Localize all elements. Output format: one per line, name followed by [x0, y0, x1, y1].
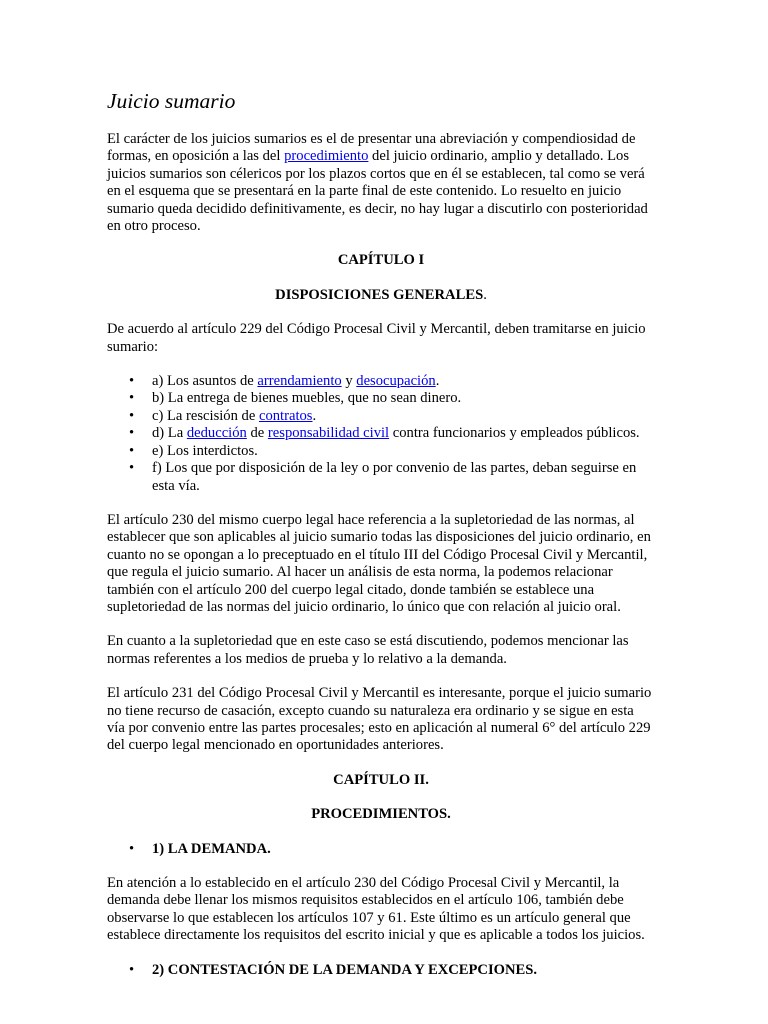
article-230-paragraph: El artículo 230 del mismo cuerpo legal hace referencia a la supletoriedad de las normas, al establecer que son aplicables al juicio sumario todas las disposiciones del juicio ordinario, en cuanto no se opongan a lo preceptuado en el título III del Código Procesal Civil y Mercantil, que regula el juicio sumario. Al hacer un análisis de esta norma, la podemos relacionar también con el artículo 200 del cuerpo legal citado, donde también se establece una supletoriedad de las normas del juicio ordinario, lo único que con relación al juicio oral. [107, 511, 651, 615]
chapter-1-subheading [107, 287, 655, 304]
list-item-text: c) La rescisión de [152, 407, 259, 424]
supletoriedad-paragraph: En cuanto a la supletoriedad que en este caso se está discutiendo, podemos mencionar las normas referentes a los medios de prueba y lo relativo a la demanda. [107, 633, 629, 667]
list-item-text: y [341, 373, 357, 390]
intro-paragraph [107, 131, 655, 235]
section-contestacion-heading [107, 962, 655, 979]
list-item-text: f) Los que por disposición de la ley o por convenio de las partes, deban seguirse en esta vía. [152, 460, 637, 494]
list-item-text: contra funcionarios y empleados públicos. [389, 425, 640, 442]
section-demanda-title: 1) LA DEMANDA. [152, 840, 271, 857]
bullet-icon: • [129, 390, 135, 407]
list-item-text: . [312, 407, 317, 424]
bullet-icon: • [129, 373, 135, 390]
desocupacion-link[interactable]: desocupación [356, 373, 436, 390]
list-item-text: b) La entrega de bienes muebles, que no sean dinero. [152, 390, 462, 407]
bullet-icon: • [129, 442, 135, 459]
document-page [107, 88, 655, 996]
procedimiento-link[interactable]: procedimiento [284, 148, 369, 165]
bullet-icon: • [129, 961, 135, 978]
chapter-2-subheading: PROCEDIMIENTOS. [311, 806, 451, 823]
juicio-sumario-list [107, 373, 655, 495]
bullet-icon: • [129, 460, 135, 477]
list-item [129, 407, 655, 425]
intro-text-2: del juicio ordinario, amplio y detallado. Los juicios sumarios son célericos por los plazos cortos que en él se establecen, tal como se verá en el esquema que se presentará en la parte final de este contenido. Lo resuelto en juicio sumario queda decidido definitivamente, es decir, no hay lugar a discutirlo con posterioridad en otro proceso. [107, 148, 648, 235]
list-item [129, 390, 655, 407]
list-item-text: e) Los interdictos. [152, 442, 258, 459]
arrendamiento-link[interactable]: arrendamiento [257, 373, 342, 390]
deduccion-link[interactable]: deducción [186, 425, 247, 442]
bullet-icon: • [129, 407, 135, 424]
list-item-text: a) Los asuntos de [152, 373, 258, 390]
list-item-text: . [435, 373, 440, 390]
list-item [129, 442, 655, 460]
list-item-text: d) La [152, 425, 187, 442]
bullet-icon: • [129, 425, 135, 442]
chapter-1-subheading-text: DISPOSICIONES GENERALES [275, 286, 484, 303]
demanda-paragraph: En atención a lo establecido en el artículo 230 del Código Procesal Civil y Mercantil, la demanda debe llenar los mismos requisitos establecidos en el artículo 106, también debe observarse lo que establecen los artículos 107 y 61. Este último es un artículo general que establece directamente los requisitos del escrito inicial y que es aplicable a todos los juicios. [107, 875, 645, 944]
bullet-icon: • [129, 840, 135, 857]
responsabilidad-civil-link[interactable]: responsabilidad civil [267, 425, 390, 442]
chapter-1-subheading-dot: . [483, 286, 487, 303]
page-title: Juicio sumario [107, 89, 236, 113]
section-demanda-heading [107, 841, 655, 858]
list-item [129, 425, 655, 442]
contratos-link[interactable]: contratos [258, 407, 313, 424]
list-item [129, 373, 655, 390]
chapter-2-heading: CAPÍTULO II. [333, 771, 429, 788]
section-contestacion-title: 2) CONTESTACIÓN DE LA DEMANDA Y EXCEPCIONES. [152, 961, 538, 978]
article-231-paragraph: El artículo 231 del Código Procesal Civil y Mercantil es interesante, porque el juicio sumario no tiene recurso de casación, excepto cuando su naturaleza era ordinario y se sigue en esta vía por convenio entre las partes procesales; esto en aplicación al numeral 6° del artículo 229 del cuerpo legal mencionado en oportunidades anteriores. [107, 685, 652, 754]
article-229-paragraph: De acuerdo al artículo 229 del Código Procesal Civil y Mercantil, deben tramitarse en juicio sumario: [107, 321, 646, 355]
intro-text-1: El carácter de los juicios sumarios es el de presentar una abreviación y compendiosidad de formas, en oposición a las del [107, 131, 636, 165]
chapter-1-heading: CAPÍTULO I [337, 252, 425, 269]
list-item-text: de [246, 425, 268, 442]
list-item [129, 460, 655, 495]
